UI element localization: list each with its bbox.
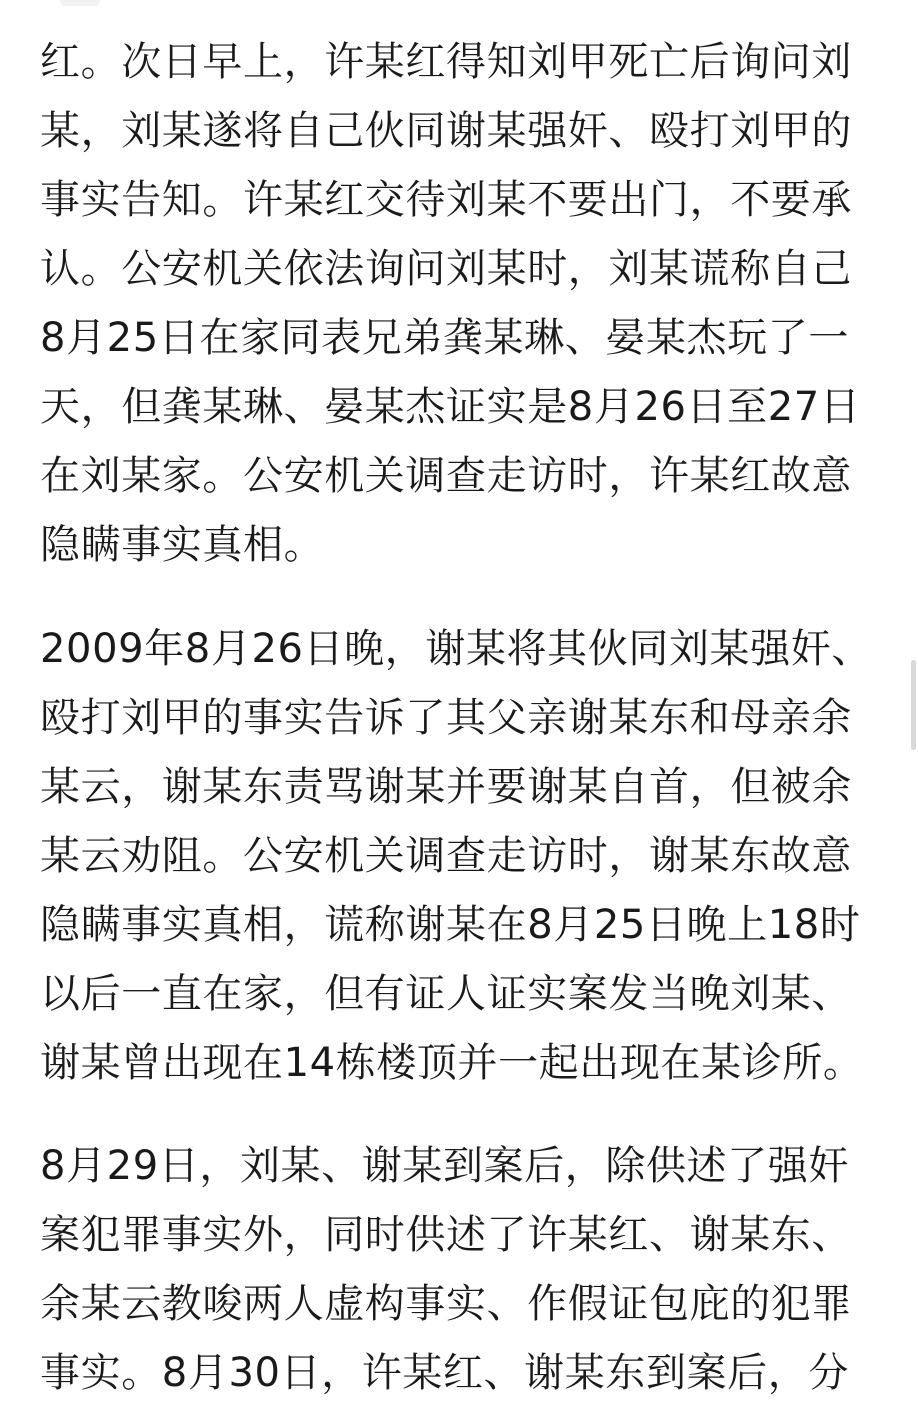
text-line: 某云劝阻。公安机关调查走访时，谢某东故意 — [40, 833, 852, 879]
text-line: 8月29日，刘某、谢某到案后，除供述了强奸 — [40, 1143, 849, 1189]
scrollbar-thumb[interactable] — [911, 660, 916, 750]
text-line: 天，但龚某琳、晏某杰证实是8月26日至27日 — [40, 384, 861, 430]
text-line: 在刘某家。公安机关调查走访时，许某红故意 — [40, 453, 852, 499]
text-line: 事实。8月30日，许某红、谢某东到案后，分 — [40, 1350, 849, 1396]
text-line: 案犯罪事实外，同时供述了许某红、谢某东、 — [40, 1212, 852, 1258]
text-line: 某云，谢某东责骂谢某并要谢某自首，但被余 — [40, 764, 852, 810]
top-edge-shadow — [60, 0, 100, 6]
text-line: 事实告知。许某红交待刘某不要出门，不要承 — [40, 177, 852, 223]
text-line: 某，刘某遂将自己伙同谢某强奸、殴打刘甲的 — [40, 108, 852, 154]
text-line: 殴打刘甲的事实告诉了其父亲谢某东和母亲余 — [40, 695, 852, 741]
text-line: 余某云教唆两人虚构事实、作假证包庇的犯罪 — [40, 1281, 852, 1327]
text-line: 谢某曾出现在14栋楼顶并一起出现在某诊所。 — [40, 1040, 864, 1086]
text-line: 红。次日早上，许某红得知刘甲死亡后询问刘 — [40, 39, 852, 85]
text-line: 隐瞒事实真相，谎称谢某在8月25日晚上18时 — [40, 902, 861, 948]
text-line: 隐瞒事实真相。 — [40, 522, 325, 568]
text-line: 以后一直在家，但有证人证实案发当晚刘某、 — [40, 971, 852, 1017]
text-line: 8月25日在家同表兄弟龚某琳、晏某杰玩了一 — [40, 315, 849, 361]
text-line: 认。公安机关依法询问刘某时，刘某谎称自己 — [40, 246, 852, 292]
text-line: 2009年8月26日晚，谢某将其伙同刘某强奸、 — [40, 626, 872, 672]
